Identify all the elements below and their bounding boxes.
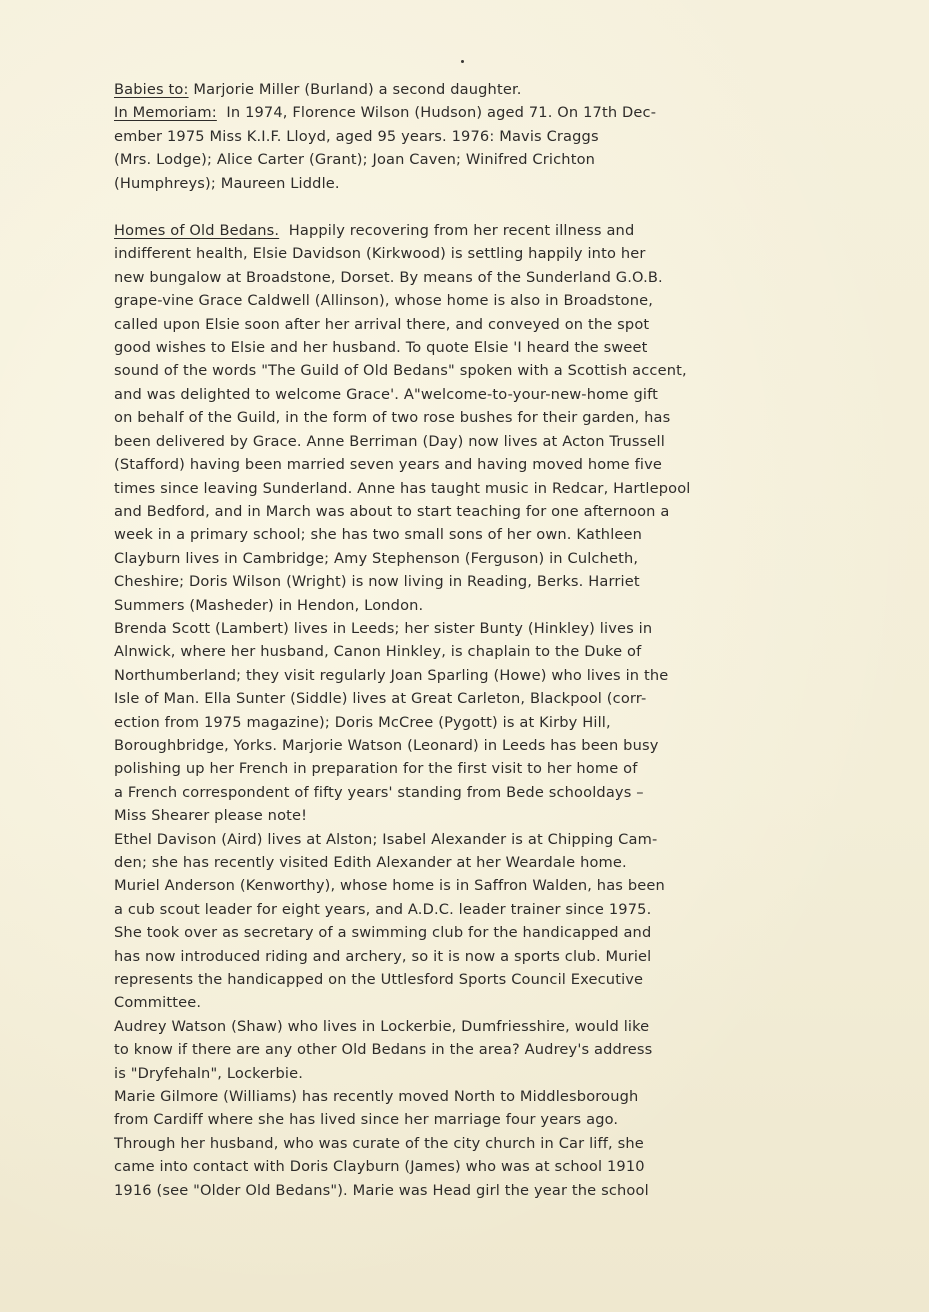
homes-line	[114, 266, 826, 289]
homes-line-text: polishing up her French in preparation for the first visit to her home of	[114, 760, 638, 778]
homes-line-text: Alnwick, where her husband, Canon Hinkley, is chaplain to the Duke of	[114, 643, 642, 661]
memoriam-line	[114, 125, 826, 148]
homes-line-text: is "Dryfehaln", Lockerbie.	[114, 1064, 304, 1082]
homes-line-text: new bungalow at Broadstone, Dorset. By means of the Sunderland G.O.B.	[114, 268, 663, 286]
homes-line	[114, 453, 826, 476]
homes-line	[114, 547, 826, 570]
homes-line-text: Marie Gilmore (Williams) has recently moved North to Middlesborough	[114, 1088, 639, 1106]
homes-line-text: grape-vine Grace Caldwell (Allinson), whose home is also in Broadstone,	[114, 292, 654, 310]
homes-line	[114, 523, 826, 546]
homes-line-text: Northumberland; they visit regularly Joan Sparling (Howe) who lives in the	[114, 666, 669, 684]
homes-line	[114, 734, 826, 757]
memoriam-line-text: ember 1975 Miss K.I.F. Lloyd, aged 95 years. 1976: Mavis Craggs	[114, 127, 599, 145]
homes-line-text: Cheshire; Doris Wilson (Wright) is now living in Reading, Berks. Harriet	[114, 573, 640, 591]
homes-line-text: 1916 (see "Older Old Bedans"). Marie was Head girl the year the school	[114, 1181, 649, 1199]
memoriam-line	[114, 101, 826, 124]
homes-line	[114, 851, 826, 874]
homes-line	[114, 1108, 826, 1131]
homes-line-text: Brenda Scott (Lambert) lives in Leeds; her sister Bunty (Hinkley) lives in	[114, 619, 653, 637]
homes-line-text: good wishes to Elsie and her husband. To quote Elsie 'I heard the sweet	[114, 339, 648, 357]
homes-line	[114, 1085, 826, 1108]
babies-text: Marjorie Miller (Burland) a second daughter.	[193, 81, 522, 98]
homes-line	[114, 898, 826, 921]
homes-line	[114, 711, 826, 734]
homes-heading: Homes of Old Bedans.	[114, 222, 280, 240]
homes-line	[114, 1038, 826, 1061]
memoriam-line-text: In 1974, Florence Wilson (Hudson) aged 71. On 17th Dec-	[226, 104, 657, 122]
homes-line	[114, 219, 826, 242]
homes-line-text: Summers (Masheder) in Hendon, London.	[114, 596, 424, 614]
homes-line	[114, 617, 826, 640]
homes-line	[114, 500, 826, 523]
homes-line	[114, 594, 826, 617]
homes-line-text: Isle of Man. Ella Sunter (Siddle) lives at Great Carleton, Blackpool (corr-	[114, 690, 647, 708]
homes-line-text: Audrey Watson (Shaw) who lives in Lockerbie, Dumfriesshire, would like	[114, 1017, 650, 1035]
page-mark	[461, 60, 464, 63]
homes-line	[114, 383, 826, 406]
homes-line	[114, 640, 826, 663]
homes-line	[114, 781, 826, 804]
homes-line-text: a cub scout leader for eight years, and A.D.C. leader trainer since 1975.	[114, 900, 652, 918]
homes-line-text: sound of the words "The Guild of Old Bedans" spoken with a Scottish accent,	[114, 362, 687, 380]
homes-line-text: on behalf of the Guild, in the form of two rose bushes for their garden, has	[114, 409, 671, 427]
homes-line	[114, 477, 826, 500]
newsletter-text	[114, 78, 826, 1202]
homes-line-text: and was delighted to welcome Grace'. A"welcome-to-your-new-home gift	[114, 385, 658, 403]
homes-line	[114, 336, 826, 359]
homes-line	[114, 945, 826, 968]
homes-line	[114, 874, 826, 897]
homes-line-text: week in a primary school; she has two small sons of her own. Kathleen	[114, 526, 643, 544]
homes-line	[114, 289, 826, 312]
homes-line-text: Ethel Davison (Aird) lives at Alston; Isabel Alexander is at Chipping Cam-	[114, 830, 658, 848]
homes-line	[114, 430, 826, 453]
homes-line-text: indifferent health, Elsie Davidson (Kirkwood) is settling happily into her	[114, 245, 646, 263]
memoriam-paragraph	[114, 101, 826, 195]
homes-line-text: Miss Shearer please note!	[114, 807, 308, 825]
homes-line-text: came into contact with Doris Clayburn (James) who was at school 1910	[114, 1158, 645, 1176]
homes-line	[114, 804, 826, 827]
homes-line	[114, 687, 826, 710]
homes-line-text: Clayburn lives in Cambridge; Amy Stephenson (Ferguson) in Culcheth,	[114, 549, 639, 567]
homes-line-text: ection from 1975 magazine); Doris McCree (Pygott) is at Kirby Hill,	[114, 713, 611, 731]
homes-line-text: Committee.	[114, 994, 202, 1012]
homes-line-text: Muriel Anderson (Kenworthy), whose home is in Saffron Walden, has been	[114, 877, 665, 895]
homes-line	[114, 1015, 826, 1038]
homes-line	[114, 1155, 826, 1178]
memoriam-line-text: (Mrs. Lodge); Alice Carter (Grant); Joan Caven; Winifred Crichton	[114, 151, 596, 169]
babies-paragraph	[114, 78, 826, 101]
homes-line-text: Through her husband, who was curate of the city church in Car liff, she	[114, 1134, 644, 1152]
homes-line	[114, 968, 826, 991]
homes-line-text: represents the handicapped on the Uttlesford Sports Council Executive	[114, 971, 644, 989]
homes-line-text: Happily recovering from her recent illness and	[288, 222, 635, 240]
homes-line	[114, 991, 826, 1014]
memoriam-heading: In Memoriam:	[114, 104, 217, 122]
homes-line-text: to know if there are any other Old Bedans in the area? Audrey's address	[114, 1041, 653, 1059]
homes-line	[114, 828, 826, 851]
memoriam-line	[114, 172, 826, 195]
homes-line	[114, 242, 826, 265]
homes-line-text: den; she has recently visited Edith Alexander at her Weardale home.	[114, 854, 627, 871]
homes-line	[114, 1132, 826, 1155]
homes-line	[114, 921, 826, 944]
homes-line-text: Boroughbridge, Yorks. Marjorie Watson (Leonard) in Leeds has been busy	[114, 736, 659, 754]
homes-line-text: She took over as secretary of a swimming club for the handicapped and	[114, 924, 652, 942]
homes-line-text: been delivered by Grace. Anne Berriman (Day) now lives at Acton Trussell	[114, 432, 665, 450]
homes-line	[114, 570, 826, 593]
homes-line-text: has now introduced riding and archery, so it is now a sports club. Muriel	[114, 947, 652, 965]
babies-heading: Babies to:	[114, 81, 189, 98]
memoriam-line	[114, 148, 826, 171]
homes-line	[114, 313, 826, 336]
homes-line	[114, 1062, 826, 1085]
homes-line	[114, 664, 826, 687]
homes-paragraph	[114, 219, 826, 1202]
homes-line-text: and Bedford, and in March was about to start teaching for one afternoon a	[114, 502, 670, 520]
homes-line-text: from Cardiff where she has lived since her marriage four years ago.	[114, 1111, 619, 1129]
memoriam-line-text: (Humphreys); Maureen Liddle.	[114, 174, 340, 192]
homes-line	[114, 406, 826, 429]
homes-line	[114, 757, 826, 780]
homes-line-text: a French correspondent of fifty years' standing from Bede schooldays –	[114, 783, 644, 801]
homes-line-text: called upon Elsie soon after her arrival there, and conveyed on the spot	[114, 315, 650, 333]
homes-line-text: times since leaving Sunderland. Anne has taught music in Redcar, Hartlepool	[114, 479, 691, 497]
homes-line-text: (Stafford) having been married seven years and having moved home five	[114, 456, 662, 474]
homes-line	[114, 1179, 826, 1202]
homes-line	[114, 359, 826, 382]
